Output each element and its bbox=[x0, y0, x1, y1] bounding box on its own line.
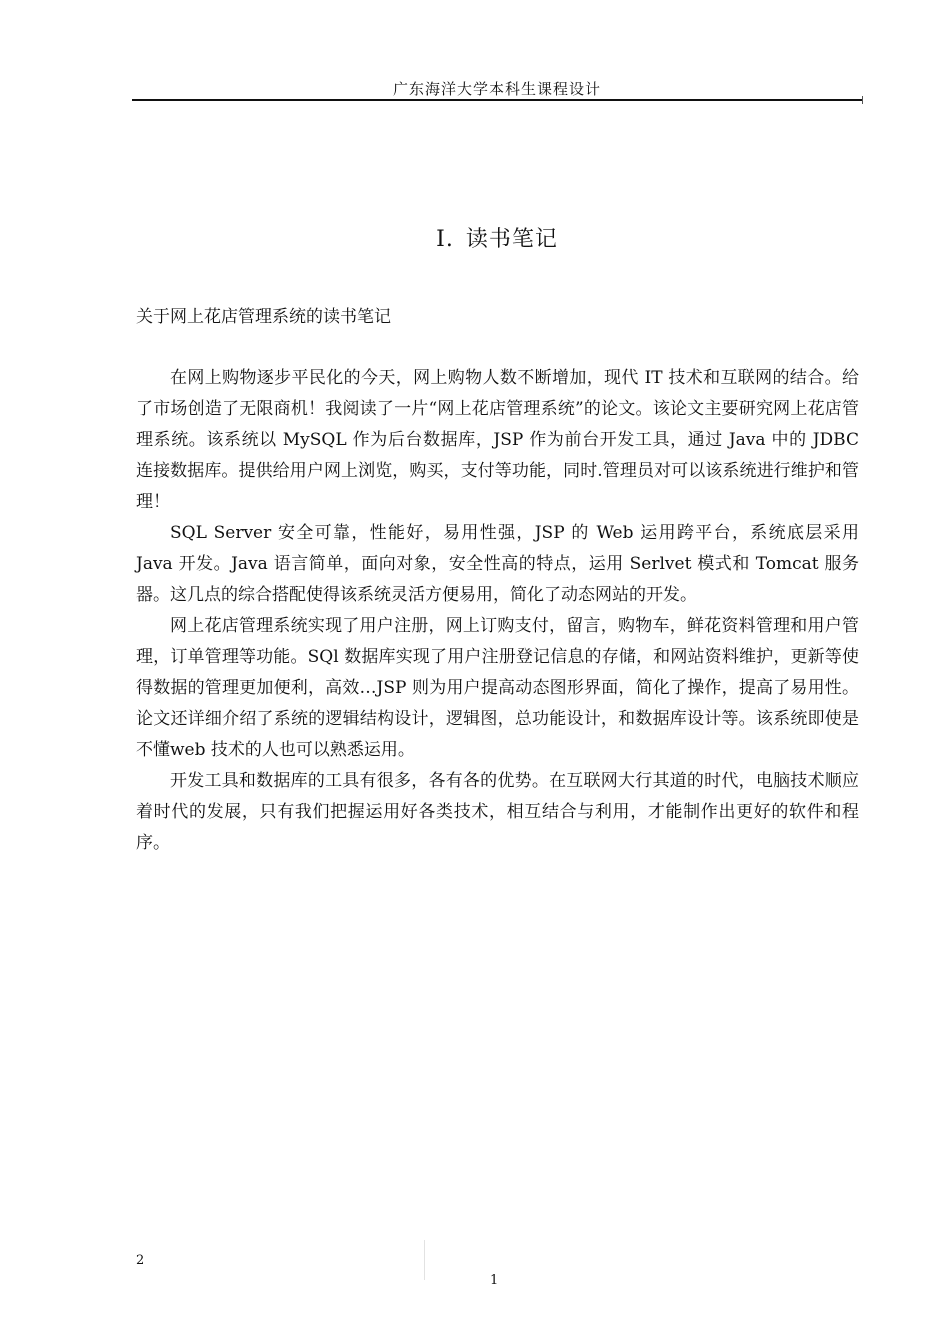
body-text bbox=[136, 363, 859, 859]
chapter-title-text: 读书笔记 bbox=[465, 227, 558, 252]
section-subtitle: 关于网上花店管理系统的读书笔记 bbox=[136, 307, 391, 327]
paragraph: 开发工具和数据库的工具有很多，各有各的优势。在互联网大行其道的时代，电脑技术顺应着时代的发展，只有我们把握运用好各类技术，相互结合与利用，才能制作出更好的软件和程序。 bbox=[136, 771, 859, 853]
chapter-number: I. bbox=[436, 227, 454, 252]
header-rule bbox=[132, 99, 862, 101]
footer-divider bbox=[424, 1240, 425, 1280]
paragraph: SQL Server 安全可靠，性能好，易用性强，JSP 的 Web 运用跨平台，系统底层采用 Java 开发。Java 语言简单，面向对象，安全性高的特点，运用 Serlvet 模式和 Tomcat 服务器。这几点的综合搭配使得该系统灵活方便易用，简化了动态网站的开发。 bbox=[136, 523, 859, 605]
paragraph: 在网上购物逐步平民化的今天，网上购物人数不断增加，现代 IT 技术和互联网的结合。给了市场创造了无限商机！我阅读了一片“网上花店管理系统”的论文。该论文主要研究网上花店管理系统。该系统以 MySQL 作为后台数据库，JSP 作为前台开发工具，通过 Java 中的 JDBC 连接数据库。提供给用户网上浏览，购买，支付等功能，同时.管理员对可以该系统进行维护和管理！ bbox=[136, 368, 859, 512]
page-number-left: 2 bbox=[136, 1253, 145, 1268]
page-number-center: 1 bbox=[490, 1273, 499, 1288]
chapter-title bbox=[132, 222, 862, 253]
header-rule-tick bbox=[862, 96, 863, 104]
page-header: 广东海洋大学本科生课程设计 bbox=[392, 80, 601, 98]
paragraph: 网上花店管理系统实现了用户注册，网上订购支付，留言，购物车，鲜花资料管理和用户管理，订单管理等功能。SQl 数据库实现了用户注册登记信息的存储，和网站资料维护，更新等使得数据的管理更加便利，高效…JSP 则为用户提高动态图形界面，简化了操作，提高了易用性。 论文还详细介绍了系统的逻辑结构设计，逻辑图，总功能设计，和数据库设计等。该系统即使是不懂web 技术的人也可以熟悉运用。 bbox=[136, 616, 859, 760]
